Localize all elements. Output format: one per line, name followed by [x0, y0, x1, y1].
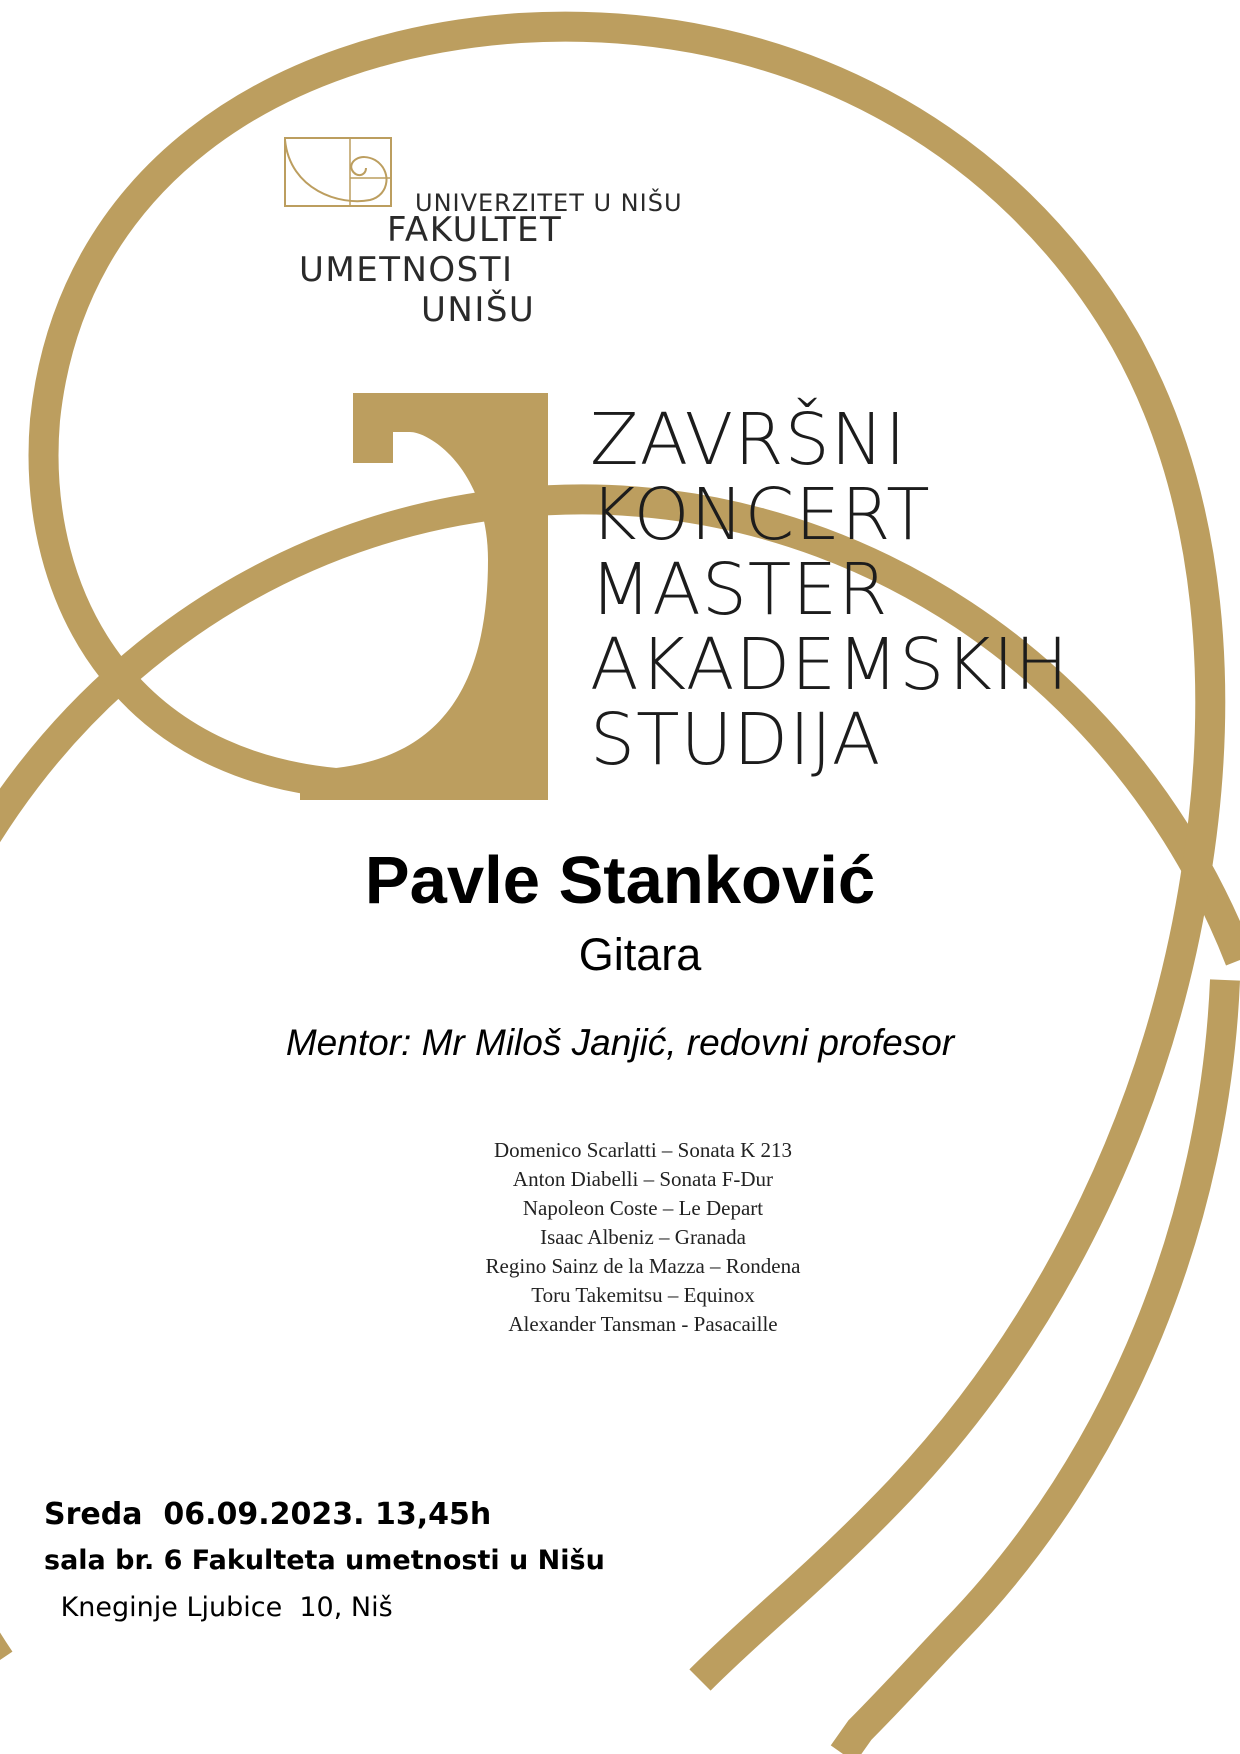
program-item: Regino Sainz de la Mazza – Rondena: [485, 1254, 801, 1278]
faculty-line-2: UMETNOSTI: [299, 250, 514, 290]
spiral-tail-stroke: [843, 980, 1225, 1754]
event-date-time: Sreda 06.09.2023. 13,45h: [44, 1497, 492, 1532]
inner-spiral-shape: [300, 393, 548, 800]
golden-spiral-icon: [285, 138, 391, 206]
performer-name: Pavle Stanković: [364, 843, 876, 918]
event-hall: sala br. 6 Fakulteta umetnosti u Nišu: [44, 1545, 605, 1576]
faculty-line-3: UNIŠU: [421, 290, 536, 330]
mentor: Mentor: Mr Miloš Janjić, redovni profesor: [285, 1022, 955, 1063]
faculty-line-1: FAKULTET: [387, 210, 563, 250]
concert-title: [590, 398, 1070, 781]
event-address: Kneginje Ljubice 10, Niš: [52, 1592, 393, 1623]
title-line: ZAVRŠNI: [590, 398, 907, 481]
title-line: KONCERT: [590, 473, 931, 556]
program-item: Isaac Albeniz – Granada: [540, 1225, 746, 1249]
program-item: Toru Takemitsu – Equinox: [531, 1283, 755, 1307]
program-item: Anton Diabelli – Sonata F-Dur: [512, 1167, 774, 1191]
program-item: Domenico Scarlatti – Sonata K 213: [493, 1138, 793, 1162]
program-item: Alexander Tansman - Pasacaille: [508, 1312, 778, 1336]
title-line: MASTER: [590, 548, 889, 631]
program-item: Napoleon Coste – Le Depart: [522, 1196, 764, 1220]
instrument: Gitara: [578, 929, 702, 980]
program-list: [0, 1136, 1240, 1339]
title-line: STUDIJA: [590, 698, 882, 781]
university-name: UNIVERZITET U NIŠU: [415, 189, 683, 217]
title-line: AKADEMSKIH: [590, 623, 1070, 706]
